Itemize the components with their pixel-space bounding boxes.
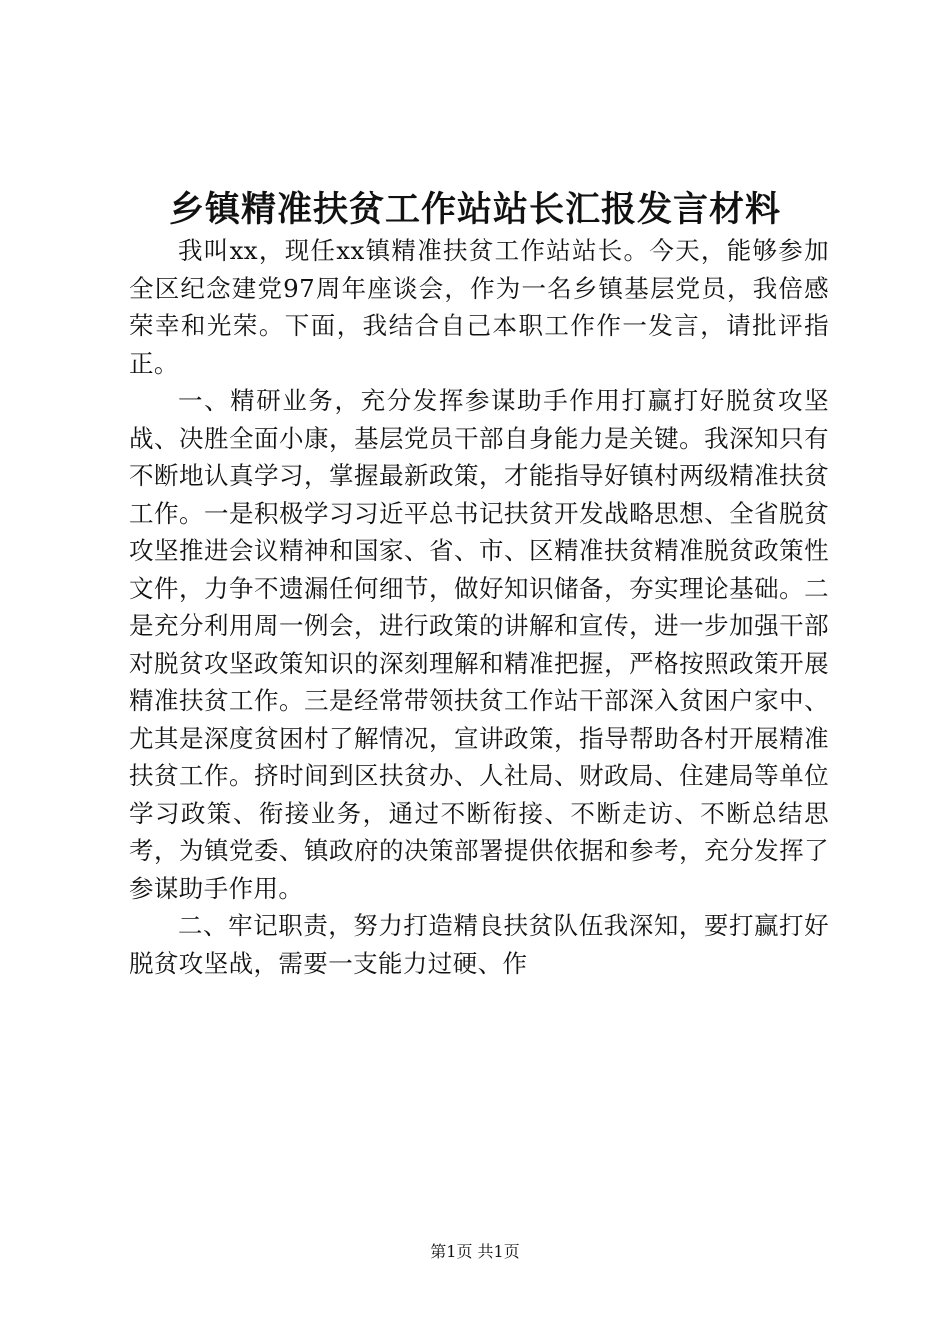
document-body [129, 232, 829, 982]
paragraph-section-one: 一、精研业务，充分发挥参谋助手作用打赢打好脱贫攻坚战、决胜全面小康，基层党员干部自身能力是关键。我深知只有不断地认真学习，掌握最新政策，才能指导好镇村两级精准扶贫工作。一是积极学习习近平总书记扶贫开发战略思想、全省脱贫攻坚推进会议精神和国家、省、市、区精准扶贫精准脱贫政策性文件，力争不遗漏任何细节，做好知识储备，夯实理论基础。二是充分利用周一例会，进行政策的讲解和宣传，进一步加强干部对脱贫攻坚政策知识的深刻理解和精准把握，严格按照政策开展精准扶贫工作。三是经常带领扶贫工作站干部深入贫困户家中、尤其是深度贫困村了解情况，宣讲政策，指导帮助各村开展精准扶贫工作。挤时间到区扶贫办、人社局、财政局、住建局等单位学习政策、衔接业务，通过不断衔接、不断走访、不断总结思考，为镇党委、镇政府的决策部署提供依据和参考，充分发挥了参谋助手作用。 [129, 386, 829, 903]
page-footer [0, 1240, 950, 1264]
document-title: 乡镇精准扶贫工作站站长汇报发言材料 [168, 189, 781, 230]
page-number-indicator: 第1页 共1页 [430, 1242, 520, 1261]
paragraph-intro: 我叫xx，现任xx镇精准扶贫工作站站长。今天，能够参加全区纪念建党97周年座谈会，作为一名乡镇基层党员，我倍感荣幸和光荣。下面，我结合自己本职工作作一发言，请批评指正。 [129, 236, 829, 378]
paragraph-section-two: 二、牢记职责，努力打造精良扶贫队伍我深知，要打赢打好脱贫攻坚战，需要一支能力过硬、作 [129, 911, 829, 978]
